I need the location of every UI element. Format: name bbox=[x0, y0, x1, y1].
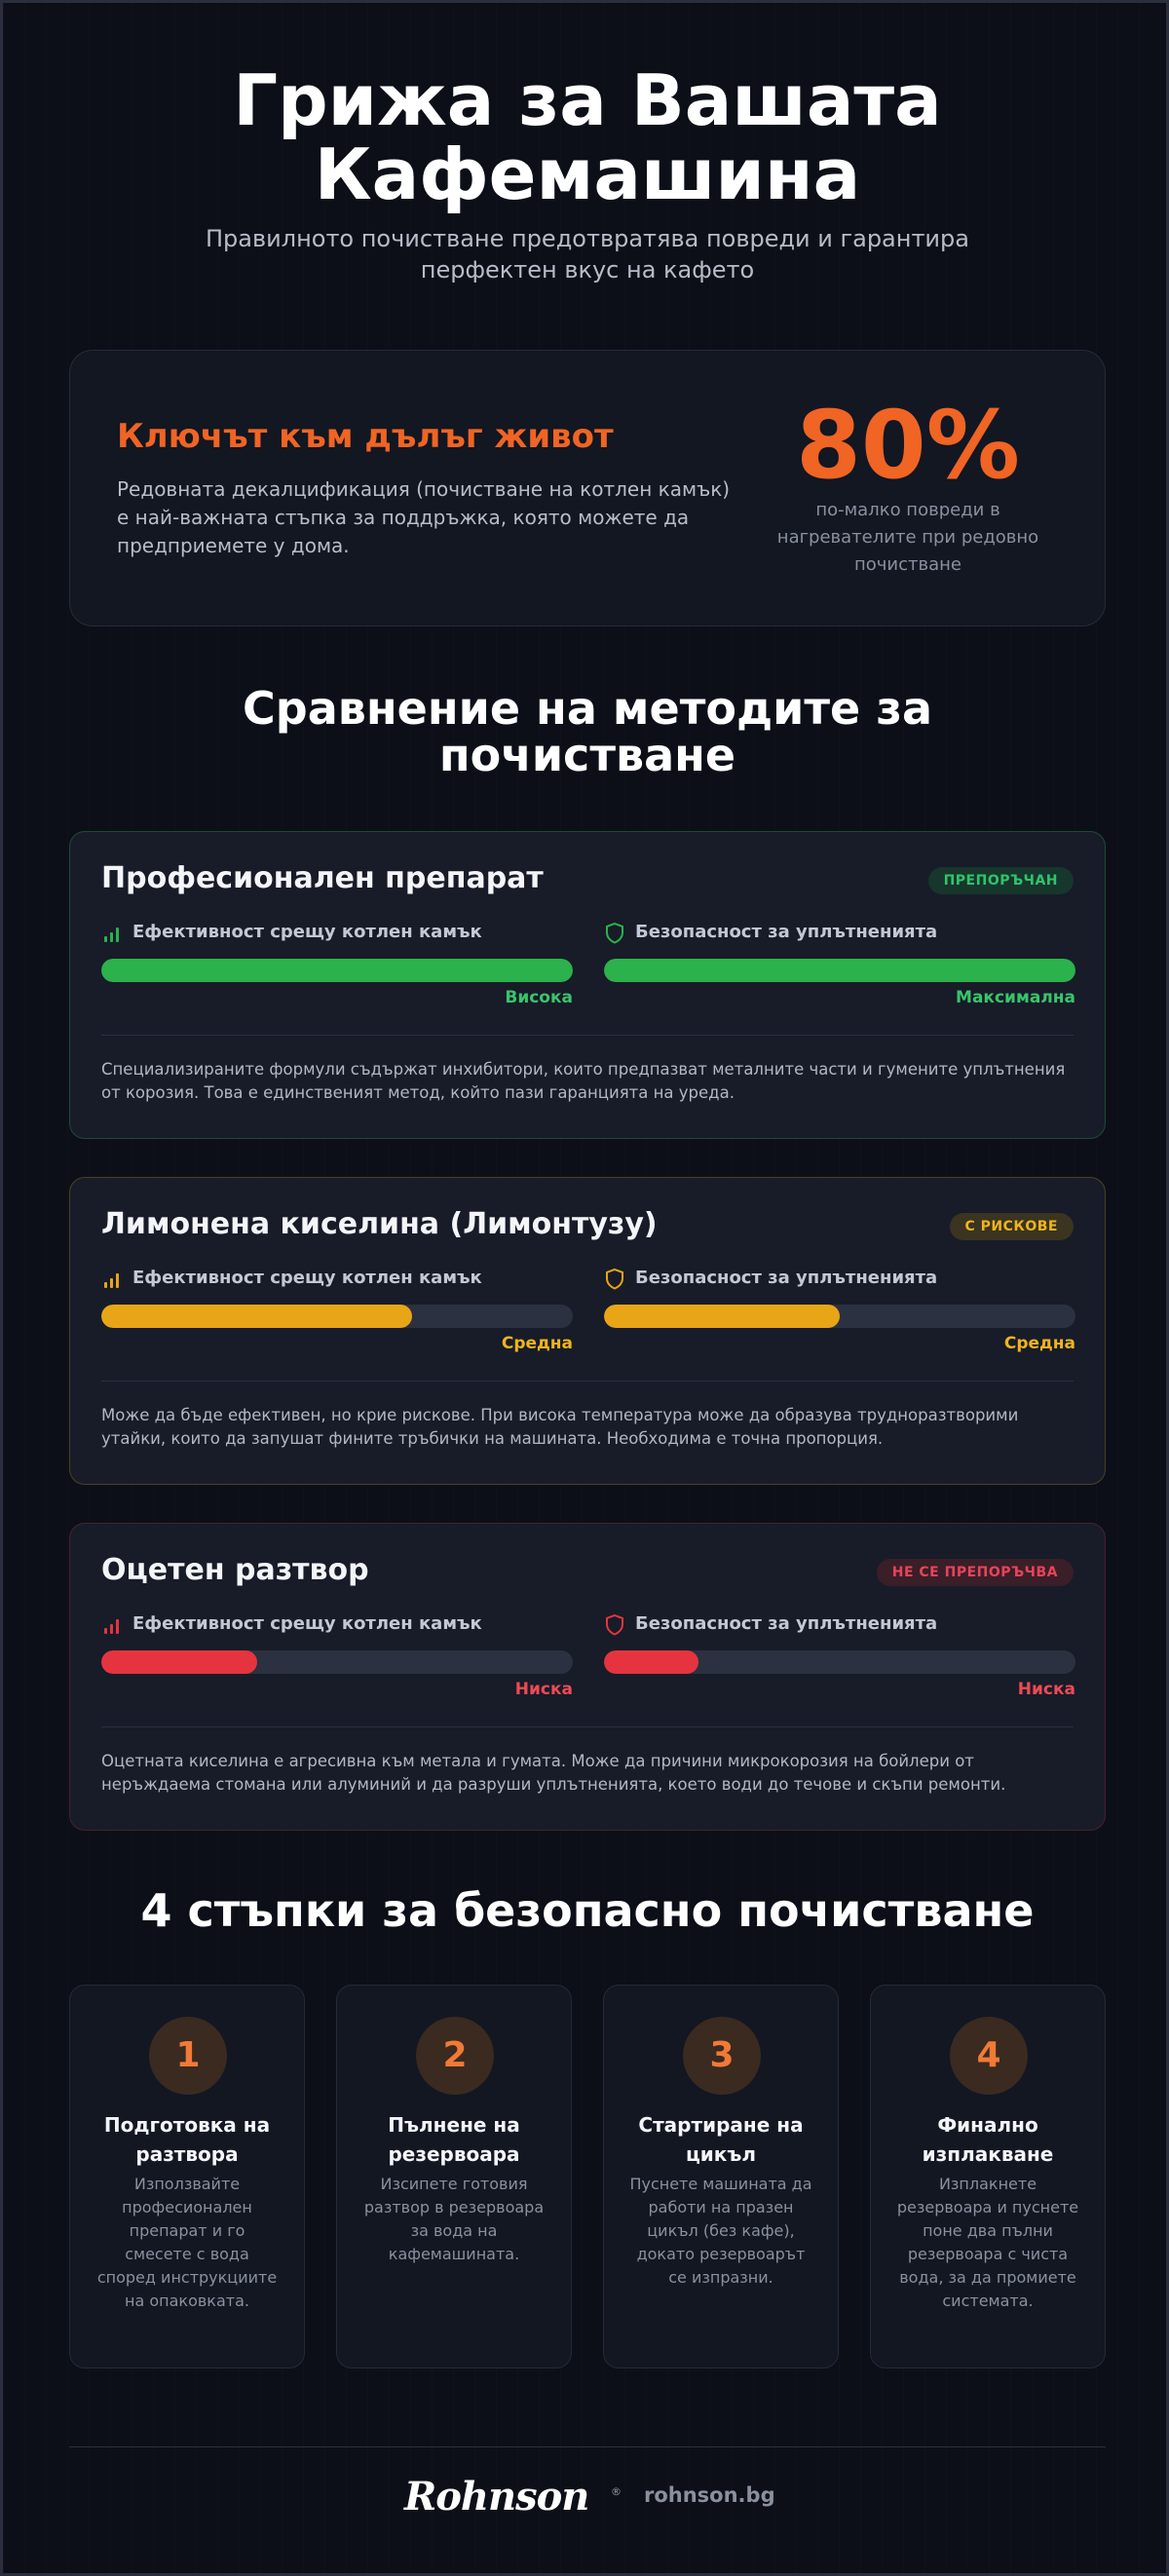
step-title: Пълнене на резервоара bbox=[388, 2113, 520, 2166]
comparison-title-line2: почистване bbox=[438, 729, 736, 781]
safety-value: Средна bbox=[1003, 1334, 1075, 1353]
method-description: Специализираните формули съдържат инхибитори, които предпазват металните части и гумените уплътнения от корозия. Това е единственият метод, който пази гаранцията на уреда. bbox=[101, 1060, 1066, 1102]
method-card-vinegar bbox=[69, 1523, 1106, 1831]
effectiveness-bar bbox=[101, 1650, 573, 1674]
step-title: Финално изплакване bbox=[922, 2113, 1054, 2166]
key-stat-card bbox=[69, 350, 1106, 626]
status-badge: ПРЕПОРЪЧАН bbox=[928, 867, 1074, 894]
step-title: Стартиране на цикъл bbox=[638, 2113, 804, 2166]
registered-mark: ® bbox=[611, 2485, 622, 2498]
page-subtitle-line1: Правилното почистване предотвратява повреди и гарантира bbox=[206, 225, 969, 252]
step-number: 1 bbox=[149, 2017, 227, 2095]
page-title-line1: Грижа за Вашата bbox=[233, 59, 942, 141]
step-number: 2 bbox=[416, 2017, 494, 2095]
effectiveness-label: Ефективност срещу котлен камък bbox=[132, 1613, 482, 1634]
effectiveness-bar-fill bbox=[101, 959, 573, 982]
step-card-3 bbox=[603, 1985, 839, 2368]
safety-label: Безопасност за уплътненията bbox=[635, 1613, 938, 1634]
page-title bbox=[3, 59, 1169, 215]
safety-label: Безопасност за уплътненията bbox=[635, 1268, 938, 1288]
step-text: Изплакнете резервоара и пуснете поне два пълни резервоара с чиста вода, за да промиете системата. bbox=[896, 2175, 1079, 2310]
divider bbox=[101, 1381, 1074, 1382]
step-number: 4 bbox=[950, 2017, 1028, 2095]
stat-heading: Ключът към дълъг живот bbox=[117, 417, 614, 456]
effectiveness-value: Ниска bbox=[514, 1680, 573, 1699]
safety-value: Максимална bbox=[956, 988, 1075, 1007]
method-title: Оцетен разтвор bbox=[101, 1553, 369, 1587]
safety-value: Ниска bbox=[1017, 1680, 1075, 1699]
status-badge: С РИСКОВЕ bbox=[950, 1213, 1074, 1240]
signal-bars-icon bbox=[101, 1268, 123, 1291]
step-text: Използвайте професионален препарат и го смесете с вода според инструкциите на опаковката. bbox=[96, 2175, 278, 2310]
safety-bar-fill bbox=[604, 1305, 840, 1328]
steps-title: 4 стъпки за безопасно почистване bbox=[140, 1884, 1035, 1937]
page-title-line2: Кафемашина bbox=[314, 133, 861, 215]
step-title: Подготовка на разтвора bbox=[103, 2113, 271, 2166]
step-card-2 bbox=[336, 1985, 572, 2368]
comparison-title-line1: Сравнение на методите за bbox=[243, 682, 932, 735]
method-description: Оцетната киселина е агресивна към метала и гумата. Може да причини микрокорозия на бойлери от неръждаема стомана или алуминий и да разруши уплътненията, което води до течове и скъпи ремонти. bbox=[101, 1752, 1006, 1794]
brand-logo: Rohnson bbox=[404, 2474, 589, 2519]
safety-bar bbox=[604, 1650, 1075, 1674]
page-subtitle bbox=[178, 223, 997, 285]
divider bbox=[101, 1035, 1074, 1036]
effectiveness-label: Ефективност срещу котлен камък bbox=[132, 1268, 482, 1288]
step-card-4 bbox=[870, 1985, 1106, 2368]
stat-caption: по-малко повреди в нагревателите при редовно почистване bbox=[776, 500, 1039, 575]
step-card-1 bbox=[69, 1985, 305, 2368]
shield-icon bbox=[604, 1268, 625, 1291]
stat-text: Редовната декалцификация (почистване на котлен камък) е най-важната стъпка за поддръжка, която можете да предприемете у дома. bbox=[117, 477, 731, 557]
safety-bar bbox=[604, 1305, 1075, 1328]
step-number: 3 bbox=[683, 2017, 761, 2095]
safety-bar-fill bbox=[604, 959, 1075, 982]
effectiveness-value: Висока bbox=[505, 988, 573, 1007]
effectiveness-bar bbox=[101, 1305, 573, 1328]
status-badge: НЕ СЕ ПРЕПОРЪЧВА bbox=[877, 1559, 1074, 1586]
effectiveness-bar-fill bbox=[101, 1650, 257, 1674]
stat-number: 80% bbox=[796, 391, 1020, 500]
signal-bars-icon bbox=[101, 922, 123, 945]
step-text: Изсипете готовия разтвор в резервоара за вода на кафемашината. bbox=[363, 2175, 545, 2263]
safety-bar-fill bbox=[604, 1650, 698, 1674]
shield-icon bbox=[604, 1613, 625, 1637]
method-card-professional bbox=[69, 831, 1106, 1139]
method-card-citric-acid bbox=[69, 1177, 1106, 1485]
safety-label: Безопасност за уплътненията bbox=[635, 922, 938, 942]
page-subtitle-line2: перфектен вкус на кафето bbox=[420, 256, 755, 284]
comparison-title bbox=[3, 682, 1169, 781]
effectiveness-bar-fill bbox=[101, 1305, 412, 1328]
effectiveness-bar bbox=[101, 959, 573, 982]
method-description: Може да бъде ефективен, но крие рискове. При висока температура може да образува трудноразтворими утайки, които да запушат фините тръбички на машината. Необходима е точна пропорция. bbox=[101, 1406, 1019, 1448]
signal-bars-icon bbox=[101, 1613, 123, 1637]
effectiveness-label: Ефективност срещу котлен камък bbox=[132, 922, 482, 942]
step-text: Пуснете машината да работи на празен цикъл (без кафе), докато резервоарът се изпразни. bbox=[629, 2175, 812, 2287]
method-title: Професионален препарат bbox=[101, 861, 544, 895]
effectiveness-value: Средна bbox=[501, 1334, 573, 1353]
website-link[interactable]: rohnson.bg bbox=[644, 2483, 775, 2507]
method-title: Лимонена киселина (Лимонтузу) bbox=[101, 1207, 658, 1241]
shield-icon bbox=[604, 922, 625, 945]
safety-bar bbox=[604, 959, 1075, 982]
footer-divider bbox=[69, 2446, 1106, 2447]
divider bbox=[101, 1726, 1074, 1727]
